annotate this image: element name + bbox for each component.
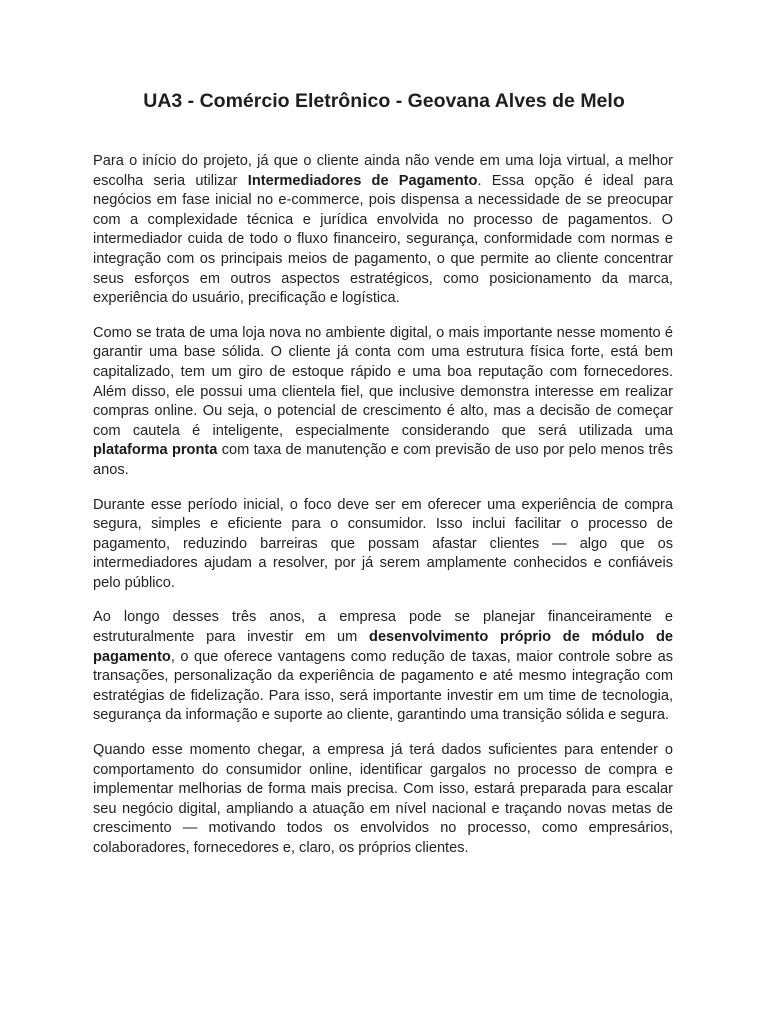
paragraph-1-text-end: . Essa opção é ideal para negócios em fase inicial no e-commerce, pois dispensa a necessidade de se preocupar com a complexidade técnica e jurídica envolvida no processo de pagamentos. O intermediador cuida de todo o fluxo financeiro, segurança, conformidade com normas e integração com os principais meios de pagamento, o que permite ao cliente concentrar seus esforços em outros aspectos estratégicos, como posicionamento da marca, experiência do usuário, precificação e logística. [93, 172, 673, 307]
paragraph-2-text-end: com taxa de manutenção e com previsão de uso por pelo menos três anos. [93, 442, 674, 478]
paragraph-4 [93, 608, 673, 726]
paragraph-1-text-start: Para o início do projeto, já que o cliente ainda não vende em uma loja virtual, a melhor escolha seria utilizar [93, 153, 673, 189]
paragraph-4-text-end: , o que oferece vantagens como redução de taxas, maior controle sobre as transações, personalização da experiência de pagamento e até mesmo integração com estratégias de fidelização. Para isso, será importante investir em um time de tecnologia, segurança da informação e suporte ao cliente, garantindo uma transição sólida e segura. [93, 648, 673, 724]
paragraph-2 [93, 324, 673, 481]
paragraph-1-emphasis: Intermediadores de Pagamento [247, 172, 478, 189]
paragraph-4-text-start: Ao longo desses três anos, a empresa pode se planejar financeiramente e estruturalmente para investir em um [93, 609, 673, 646]
paragraph-3: Durante esse período inicial, o foco deve ser em oferecer uma experiência de compra segura, simples e eficiente para o consumidor. Isso inclui facilitar o processo de pagamento, reduzindo barreiras que possam afastar clientes — algo que os intermediadores ajudam a resolver, por já serem amplamente conhecidos e confiáveis pelo público. [93, 496, 673, 591]
document-title: UA3 - Comércio Eletrônico - Geovana Alves de Melo [143, 90, 625, 112]
document-body [93, 152, 673, 874]
paragraph-1 [93, 152, 673, 309]
paragraph-2-emphasis: plataforma pronta [93, 442, 218, 459]
paragraph-5: Quando esse momento chegar, a empresa já terá dados suficientes para entender o comportamento do consumidor online, identificar gargalos no processo de compra e implementar melhorias de forma mais precisa. Com isso, estará preparada para escalar seu negócio digital, ampliando a atuação em nível nacional e traçando novas metas de crescimento — motivando todos os envolvidos no processo, como empresários, colaboradores, fornecedores e, claro, os próprios clientes. [93, 742, 673, 856]
paragraph-4-emphasis: desenvolvimento próprio de módulo de pagamento [93, 629, 673, 665]
paragraph-2-text-start: Como se trata de uma loja nova no ambiente digital, o mais importante nesse momento é garantir uma base sólida. O cliente já conta com uma estrutura física forte, está bem capitalizado, tem um giro de estoque rápido e uma boa reputação com fornecedores. Além disso, ele possui uma clientela fiel, que inclusive demonstra interesse em realizar compras online. Ou seja, o potencial de crescimento é alto, mas a decisão de começar com cautela é inteligente, especialmente considerando que será utilizada uma [93, 324, 673, 439]
